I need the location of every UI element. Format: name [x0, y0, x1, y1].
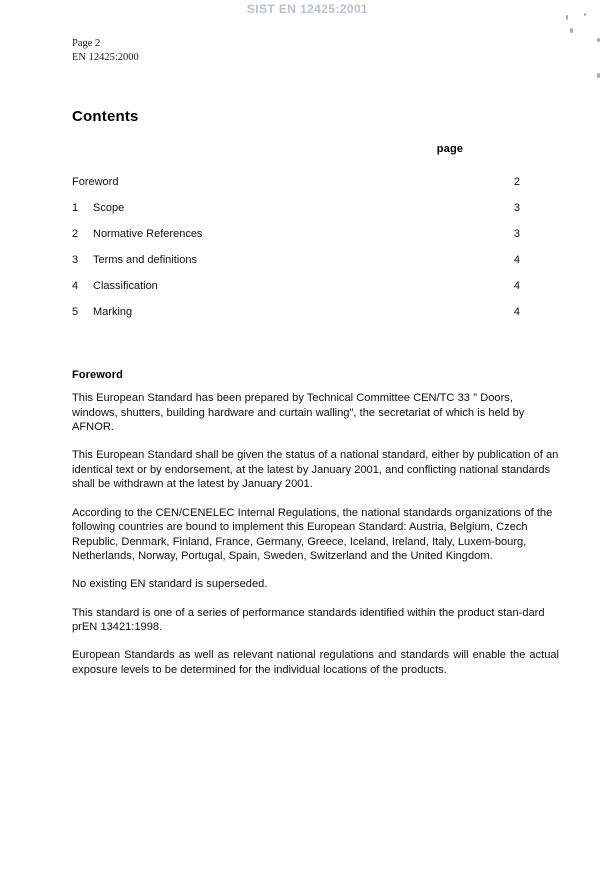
toc-entry-label: Scope: [93, 202, 125, 214]
foreword-paragraph-6: European Standards as well as relevant national regulations and standards will enable the actual exposure levels to be determined for the individual locations of the products.: [72, 649, 559, 676]
toc-entry-label: Terms and definitions: [93, 254, 197, 266]
toc-entry-page: 3: [513, 202, 520, 214]
toc-entry-page: 4: [513, 254, 520, 266]
foreword-body: [72, 391, 559, 677]
toc-entry-label: Normative References: [93, 228, 203, 240]
toc-entry-normative-references[interactable]: [72, 228, 520, 254]
scan-watermark: SIST EN 12425:2001: [246, 2, 369, 16]
toc-entry-number: 1: [72, 202, 79, 214]
toc-entry-number: 4: [72, 280, 79, 292]
scan-speckle: [584, 13, 586, 16]
foreword-heading: Foreword: [72, 369, 123, 381]
toc-entry-marking[interactable]: [72, 306, 520, 332]
toc-entry-page: 2: [513, 176, 520, 188]
running-header: [72, 37, 139, 64]
contents-heading: Contents: [72, 108, 139, 125]
toc-entry-classification[interactable]: [72, 280, 520, 306]
toc-entry-number: 5: [72, 306, 79, 318]
toc-entry-number: 3: [72, 254, 79, 266]
scan-speckle: [597, 38, 600, 42]
scan-speckle: [570, 28, 573, 33]
toc-entry-page: 4: [513, 280, 520, 292]
foreword-paragraph-3: According to the CEN/CENELEC Internal Regulations, the national standards organizations of the following countries are bound to implement this European Standard: Austria, Belgium, Czech Republic, Denmark, Finland, France, Germany, Greece, Iceland, Ireland, Italy, Luxem-bourg, Netherlands, Norway, Portugal, Spain, Sweden, Switzerland and the United Kingdom.: [72, 506, 553, 563]
toc-entry-page: 3: [513, 228, 520, 240]
foreword-paragraph-1: This European Standard has been prepared by Technical Committee CEN/TC 33 " Doors, windows, shutters, building hardware and curtain walling", the secretariat of which is held by AFNOR.: [72, 392, 525, 434]
toc-entry-scope[interactable]: [72, 202, 520, 228]
scan-speckle: [597, 73, 600, 78]
toc-entry-label: Classification: [93, 280, 158, 292]
running-header-standard: EN 12425:2000: [72, 51, 139, 63]
running-header-page: Page 2: [72, 38, 101, 49]
foreword-paragraph-5: This standard is one of a series of performance standards identified within the product stan-dard prEN 13421:1998.: [72, 606, 545, 634]
table-of-contents: [72, 176, 520, 332]
toc-entry-number: 2: [72, 228, 79, 240]
foreword-paragraph-4: No existing EN standard is superseded.: [72, 578, 268, 591]
foreword-paragraph-2: This European Standard shall be given the status of a national standard, either by publication of an identical text or by endorsement, at the latest by January 2001, and conflicting national standards shall be withdrawn at the latest by January 2001.: [72, 449, 559, 491]
toc-entry-label: Foreword: [72, 176, 119, 188]
toc-entry-page: 4: [513, 306, 520, 318]
toc-entry-label: Marking: [93, 306, 133, 318]
toc-entry-terms-and-definitions[interactable]: [72, 254, 520, 280]
toc-page-column-header: page: [436, 143, 464, 155]
toc-entry-foreword[interactable]: [72, 176, 520, 202]
scan-speckle: [566, 15, 568, 20]
